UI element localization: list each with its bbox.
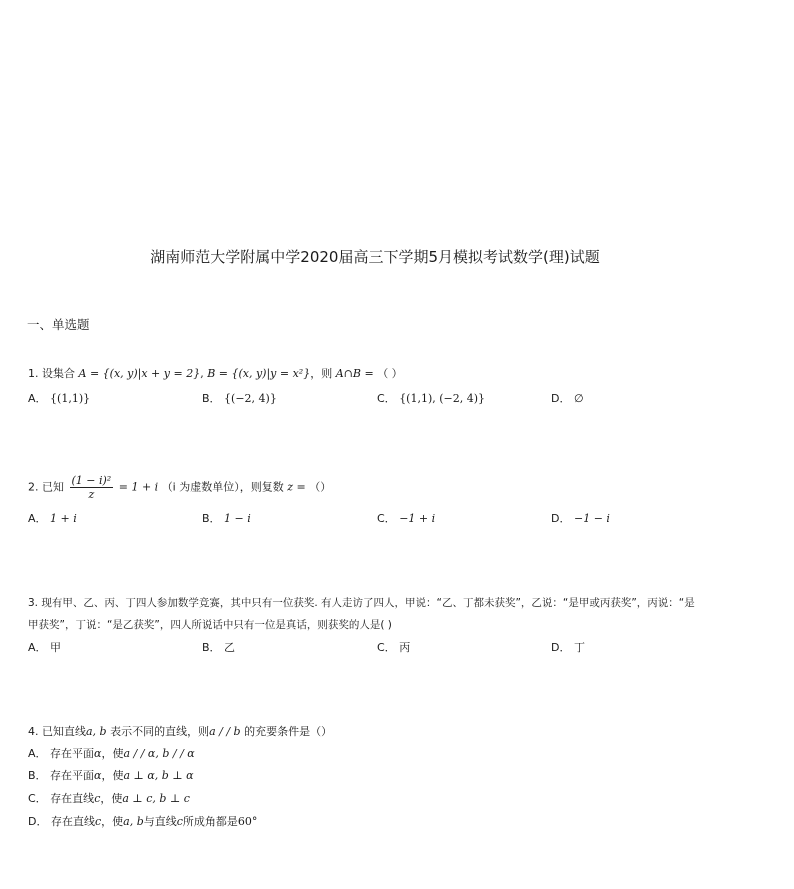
- question-text: 表示不同的直线，则: [110, 725, 210, 738]
- option-a[interactable]: [28, 640, 61, 656]
- set-a: A = {(x, y)|x + y = 2}: [78, 367, 201, 380]
- math-expr: a ⊥ α, b ⊥ α: [123, 769, 194, 782]
- question-text: （i 为虚数单位），则复数: [161, 480, 284, 494]
- variable-z: z =: [287, 480, 306, 494]
- option-c[interactable]: [377, 511, 435, 527]
- option-text: ，使: [100, 792, 123, 805]
- line-vars: a, b: [86, 725, 107, 738]
- math-expr: a ⊥ c, b ⊥ c: [122, 792, 190, 805]
- option-letter: D．: [551, 392, 571, 405]
- option-letter: A．: [28, 641, 47, 654]
- option-b[interactable]: [28, 768, 194, 784]
- option-letter: C．: [28, 792, 47, 805]
- option-text: {(−2, 4)}: [224, 392, 277, 405]
- option-letter: B．: [202, 392, 221, 405]
- math-expr: a / / α, b / / α: [123, 747, 195, 760]
- option-text: 存在直线: [50, 792, 95, 805]
- option-text: ，使: [101, 815, 124, 828]
- option-c[interactable]: [28, 791, 190, 807]
- option-d[interactable]: [551, 640, 585, 656]
- option-text: 存在平面: [50, 747, 95, 760]
- question-2: [28, 474, 331, 501]
- set-b: B = {(x, y)|y = x²}: [207, 367, 311, 380]
- math-var: c: [94, 815, 102, 828]
- option-text: 所成角都是: [182, 815, 238, 828]
- option-letter: B．: [202, 641, 221, 654]
- option-letter: B．: [202, 512, 221, 525]
- parallel-condition: a / / b: [209, 725, 241, 738]
- option-letter: C．: [377, 512, 396, 525]
- angle-value: 60°: [237, 815, 258, 828]
- option-text: 与直线: [143, 815, 177, 828]
- option-letter: D．: [28, 815, 48, 828]
- question-4: [28, 723, 332, 741]
- option-letter: A．: [28, 392, 47, 405]
- question-text: 已知直线: [42, 725, 86, 738]
- option-text: 甲: [50, 641, 62, 654]
- option-c[interactable]: [377, 640, 410, 656]
- question-3-line-1: 3. 现有甲、乙、丙、丁四人参加数学竞赛，其中只有一位获奖. 有人走访了四人，甲说：“乙、丁都未获奖”，乙说：“是甲或丙获奖”，丙说：“是: [28, 597, 695, 609]
- option-text: 1 + i: [50, 512, 77, 525]
- option-letter: C．: [377, 392, 396, 405]
- option-letter: C．: [377, 641, 396, 654]
- question-number: 2.: [28, 480, 39, 494]
- option-text: 存在平面: [50, 769, 95, 782]
- option-b[interactable]: [202, 391, 277, 407]
- math-var: c: [176, 815, 183, 828]
- option-d[interactable]: [28, 814, 257, 830]
- option-letter: D．: [551, 641, 571, 654]
- option-b[interactable]: [202, 640, 235, 656]
- option-letter: D．: [551, 512, 571, 525]
- question-number: 4.: [28, 725, 39, 738]
- question-text: ，则: [310, 367, 333, 380]
- option-text: 乙: [224, 641, 236, 654]
- math-var: α: [94, 747, 102, 760]
- page-title: 湖南师范大学附属中学2020届高三下学期5月模拟考试数学(理)试题: [150, 248, 600, 266]
- question-text: 设集合: [42, 367, 75, 380]
- math-var: c: [94, 792, 101, 805]
- option-text: −1 − i: [573, 512, 610, 525]
- math-expr: a, b: [123, 815, 144, 828]
- answer-paren: （）: [309, 480, 332, 494]
- math-var: α: [94, 769, 102, 782]
- option-text: 丁: [573, 641, 585, 654]
- question-text: 已知: [42, 480, 64, 494]
- option-letter: A．: [28, 747, 47, 760]
- option-text: ，使: [101, 747, 124, 760]
- option-text: ，使: [101, 769, 124, 782]
- option-text: ∅: [573, 392, 584, 405]
- fraction: [70, 474, 114, 501]
- intersection-expr: A∩B =: [335, 367, 374, 380]
- option-c[interactable]: [377, 391, 485, 407]
- question-1: [28, 365, 403, 383]
- option-text: −1 + i: [399, 512, 436, 525]
- option-letter: B．: [28, 769, 47, 782]
- fraction-numerator: (1 − i)²: [71, 474, 112, 487]
- option-text: {(1,1)}: [50, 392, 91, 405]
- question-number: 1.: [28, 367, 39, 380]
- question-text: 的充要条件是（）: [244, 725, 333, 738]
- section-heading: 一、单选题: [27, 317, 90, 332]
- option-d[interactable]: [551, 511, 610, 527]
- option-a[interactable]: [28, 746, 195, 762]
- option-text: 1 − i: [224, 512, 251, 525]
- equation-rhs: = 1 + i: [118, 480, 159, 494]
- option-b[interactable]: [202, 511, 251, 527]
- fraction-denominator: z: [88, 488, 95, 501]
- question-3-line-2: 甲获奖”，丁说：“是乙获奖”，四人所说话中只有一位是真话，则获奖的人是( ): [28, 619, 392, 631]
- option-letter: A．: [28, 512, 47, 525]
- option-text: 存在直线: [50, 815, 95, 828]
- option-a[interactable]: [28, 511, 77, 527]
- option-a[interactable]: [28, 391, 90, 407]
- option-text: 丙: [399, 641, 411, 654]
- answer-paren: （ ）: [377, 367, 403, 380]
- comma: ,: [200, 367, 204, 380]
- option-d[interactable]: [551, 391, 584, 407]
- option-text: {(1,1), (−2, 4)}: [399, 392, 486, 405]
